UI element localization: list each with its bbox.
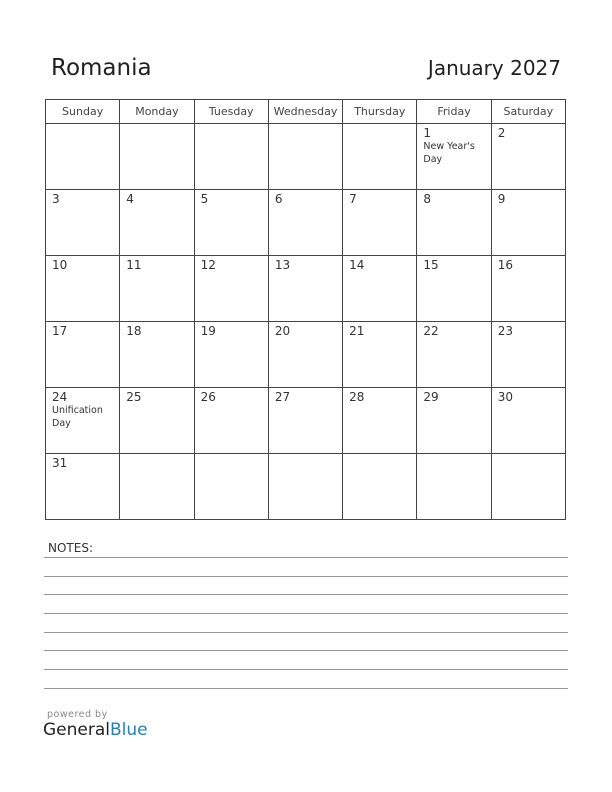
day-cell xyxy=(120,322,194,388)
holiday-label: New Year's Day xyxy=(423,141,475,165)
calendar-week-row xyxy=(46,256,566,322)
day-number: 21 xyxy=(349,324,365,338)
day-cell xyxy=(343,454,417,520)
day-cell xyxy=(417,322,491,388)
day-number: 20 xyxy=(274,324,291,338)
day-number: 26 xyxy=(200,390,216,404)
day-number: 16 xyxy=(497,258,513,272)
note-line xyxy=(44,557,568,558)
weekday-header: Thursday xyxy=(343,100,417,124)
day-cell xyxy=(268,256,342,322)
day-number: 10 xyxy=(52,258,68,272)
day-cell xyxy=(194,124,268,190)
day-number: 2 xyxy=(497,126,506,140)
day-number: 23 xyxy=(497,324,513,338)
day-cell xyxy=(491,190,565,256)
note-line xyxy=(44,594,568,595)
day-cell xyxy=(491,322,565,388)
day-number: 25 xyxy=(126,390,142,404)
note-line xyxy=(44,650,568,651)
day-cell xyxy=(120,124,194,190)
day-number: 5 xyxy=(200,192,209,206)
day-cell xyxy=(417,124,491,190)
day-number: 3 xyxy=(52,192,60,206)
note-line xyxy=(44,688,568,689)
day-cell xyxy=(120,256,194,322)
day-cell xyxy=(343,322,417,388)
notes-label: NOTES: xyxy=(48,541,93,555)
day-number: 18 xyxy=(126,324,142,338)
weekday-header: Sunday xyxy=(46,100,120,124)
day-number: 4 xyxy=(126,192,134,206)
calendar-week-row xyxy=(46,388,566,454)
day-cell xyxy=(120,190,194,256)
brand-blue: Blue xyxy=(110,720,148,740)
day-number: 28 xyxy=(349,390,365,404)
generalblue-logo[interactable] xyxy=(43,720,148,740)
powered-by-text: powered by xyxy=(47,709,108,720)
calendar-week-row xyxy=(46,124,566,190)
day-cell xyxy=(194,388,268,454)
day-cell xyxy=(46,388,120,454)
note-line xyxy=(44,613,568,614)
day-cell xyxy=(46,454,120,520)
day-cell xyxy=(417,454,491,520)
day-cell xyxy=(194,256,268,322)
day-cell xyxy=(46,124,120,190)
day-number: 14 xyxy=(349,258,365,272)
day-cell xyxy=(343,124,417,190)
day-cell xyxy=(491,388,565,454)
day-cell xyxy=(268,322,342,388)
day-number: 31 xyxy=(52,456,68,470)
day-number: 27 xyxy=(274,390,291,404)
day-cell xyxy=(120,388,194,454)
day-cell xyxy=(491,454,565,520)
day-cell xyxy=(417,388,491,454)
brand-general: General xyxy=(43,720,110,740)
day-number: 9 xyxy=(497,192,506,206)
note-line xyxy=(44,576,568,577)
weekday-header: Tuesday xyxy=(194,100,268,124)
day-cell xyxy=(268,388,342,454)
day-cell xyxy=(343,388,417,454)
calendar-week-row xyxy=(46,322,566,388)
day-cell xyxy=(491,256,565,322)
day-cell xyxy=(194,454,268,520)
day-number: 22 xyxy=(423,324,439,338)
note-line xyxy=(44,669,568,670)
note-line xyxy=(44,632,568,633)
day-cell xyxy=(46,190,120,256)
day-cell xyxy=(343,256,417,322)
day-number: 8 xyxy=(423,192,432,206)
day-cell xyxy=(46,322,120,388)
day-number: 17 xyxy=(52,324,68,338)
day-number: 7 xyxy=(349,192,357,206)
day-number: 29 xyxy=(423,390,439,404)
day-cell xyxy=(120,454,194,520)
day-cell xyxy=(194,190,268,256)
day-number: 12 xyxy=(200,258,216,272)
holiday-label: Unification Day xyxy=(52,405,103,429)
weekday-header: Saturday xyxy=(491,100,565,124)
day-number: 19 xyxy=(200,324,216,338)
calendar-week-row xyxy=(46,190,566,256)
day-number: 13 xyxy=(274,258,291,272)
month-year-title: January 2027 xyxy=(427,56,561,80)
day-cell xyxy=(46,256,120,322)
day-number: 1 xyxy=(423,126,432,140)
day-number: 6 xyxy=(274,192,283,206)
day-cell xyxy=(417,256,491,322)
calendar-grid xyxy=(45,99,566,520)
weekday-header: Monday xyxy=(120,100,194,124)
day-number: 30 xyxy=(497,390,513,404)
day-cell xyxy=(268,190,342,256)
calendar-week-row xyxy=(46,454,566,520)
country-title: Romania xyxy=(51,55,152,81)
day-cell xyxy=(194,322,268,388)
day-number: 24 xyxy=(52,390,68,404)
day-cell xyxy=(417,190,491,256)
day-number: 15 xyxy=(423,258,439,272)
weekday-header: Wednesday xyxy=(268,100,342,124)
day-number: 11 xyxy=(126,258,142,272)
weekday-header-row xyxy=(46,100,566,124)
day-cell xyxy=(268,124,342,190)
day-cell xyxy=(491,124,565,190)
weekday-header: Friday xyxy=(417,100,491,124)
day-cell xyxy=(268,454,342,520)
day-cell xyxy=(343,190,417,256)
